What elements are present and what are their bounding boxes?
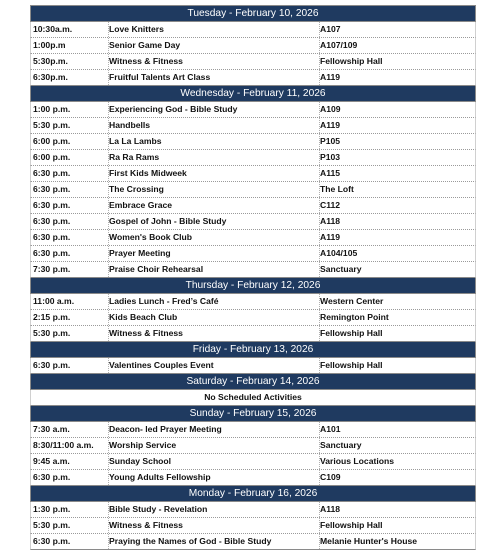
event-location: Sanctuary	[320, 264, 362, 274]
day-section	[30, 406, 476, 486]
event-time: 6:30 p.m.	[31, 470, 109, 485]
event-location: A107	[320, 24, 341, 34]
day-header: Thursday - February 12, 2026	[30, 278, 476, 294]
event-row	[30, 454, 476, 470]
event-time: 11:00 a.m.	[31, 294, 109, 309]
event-location: A104/105	[320, 248, 358, 258]
event-time: 1:00 p.m.	[31, 102, 109, 117]
event-title: Deacon- led Prayer Meeting	[109, 422, 320, 437]
event-title: Praise Choir Rehearsal	[109, 262, 320, 277]
event-time: 5:30 p.m.	[31, 518, 109, 533]
event-location: P105	[320, 136, 341, 146]
event-title: First Kids Midweek	[109, 166, 320, 181]
day-section	[30, 342, 476, 374]
day-section	[30, 6, 476, 86]
event-time: 6:30 p.m.	[31, 358, 109, 373]
event-location: P103	[320, 152, 341, 162]
event-time: 6:30 p.m.	[31, 230, 109, 245]
event-title: Love Knitters	[109, 22, 320, 37]
event-title: Prayer Meeting	[109, 246, 320, 261]
event-row	[30, 134, 476, 150]
day-header: Sunday - February 15, 2026	[30, 406, 476, 422]
day-header: Wednesday - February 11, 2026	[30, 86, 476, 102]
event-title: Worship Service	[109, 438, 320, 453]
event-row	[30, 22, 476, 38]
day-section	[30, 278, 476, 342]
event-title: Witness & Fitness	[109, 54, 320, 69]
event-row	[30, 534, 476, 550]
event-title: Kids Beach Club	[109, 310, 320, 325]
event-row	[30, 150, 476, 166]
event-location: Fellowship Hall	[320, 360, 383, 370]
event-row	[30, 102, 476, 118]
event-time: 1:30 p.m.	[31, 502, 109, 517]
event-time: 10:30a.m.	[31, 22, 109, 37]
event-title: Handbells	[109, 118, 320, 133]
event-row	[30, 246, 476, 262]
event-title: Witness & Fitness	[109, 326, 320, 341]
event-row	[30, 326, 476, 342]
event-row	[30, 422, 476, 438]
event-title: Gospel of John - Bible Study	[109, 214, 320, 229]
event-row	[30, 118, 476, 134]
event-location: Sanctuary	[320, 440, 362, 450]
day-section	[30, 86, 476, 278]
event-time: 6:30p.m.	[31, 70, 109, 85]
event-time: 5:30 p.m.	[31, 326, 109, 341]
event-row	[30, 358, 476, 374]
day-header: Friday - February 13, 2026	[30, 342, 476, 358]
event-location: A119	[320, 120, 341, 130]
event-time: 5:30 p.m.	[31, 118, 109, 133]
event-title: Young Adults Fellowship	[109, 470, 320, 485]
event-row	[30, 518, 476, 534]
event-title: Sunday School	[109, 454, 320, 469]
event-time: 6:00 p.m.	[31, 150, 109, 165]
event-title: Experiencing God - Bible Study	[109, 102, 320, 117]
event-row	[30, 166, 476, 182]
event-row	[30, 54, 476, 70]
event-location: Melanie Hunter's House	[320, 536, 418, 546]
event-time: 5:30p.m.	[31, 54, 109, 69]
event-location: The Loft	[320, 184, 354, 194]
event-row	[30, 502, 476, 518]
event-location: Fellowship Hall	[320, 56, 383, 66]
event-location: A118	[320, 504, 341, 514]
event-title: Senior Game Day	[109, 38, 320, 53]
event-row	[30, 38, 476, 54]
event-row	[30, 70, 476, 86]
event-row	[30, 230, 476, 246]
day-header: Tuesday - February 10, 2026	[30, 6, 476, 22]
event-row	[30, 310, 476, 326]
event-location: A115	[320, 168, 341, 178]
weekly-schedule-table	[30, 5, 476, 550]
event-title: Embrace Grace	[109, 198, 320, 213]
event-row	[30, 438, 476, 454]
event-time: 2:15 p.m.	[31, 310, 109, 325]
event-location: Various Locations	[320, 456, 395, 466]
event-location: Fellowship Hall	[320, 328, 383, 338]
event-title: Ra Ra Rams	[109, 150, 320, 165]
event-title: Valentines Couples Event	[109, 358, 320, 373]
day-section	[30, 486, 476, 550]
event-time: 6:30 p.m.	[31, 166, 109, 181]
event-time: 7:30 a.m.	[31, 422, 109, 437]
event-title: La La Lambs	[109, 134, 320, 149]
event-time: 6:30 p.m.	[31, 246, 109, 261]
event-time: 9:45 a.m.	[31, 454, 109, 469]
event-time: 6:30 p.m.	[31, 182, 109, 197]
event-time: 6:30 p.m.	[31, 214, 109, 229]
event-title: The Crossing	[109, 182, 320, 197]
event-location: A118	[320, 216, 341, 226]
event-row	[30, 214, 476, 230]
event-location: A119	[320, 232, 341, 242]
day-section	[30, 374, 476, 406]
event-title: Ladies Lunch - Fred’s Café	[109, 294, 320, 309]
day-header: Monday - February 16, 2026	[30, 486, 476, 502]
event-time: 6:30 p.m.	[31, 534, 109, 549]
event-location: Remington Point	[320, 312, 389, 322]
event-title: Praying the Names of God - Bible Study	[109, 534, 320, 549]
event-location: A109	[320, 104, 341, 114]
event-row	[30, 294, 476, 310]
event-title: Bible Study - Revelation	[109, 502, 320, 517]
event-location: A107/109	[320, 40, 358, 50]
event-time: 1:00p.m	[31, 38, 109, 53]
event-row	[30, 470, 476, 486]
event-time: 6:30 p.m.	[31, 198, 109, 213]
event-location: Fellowship Hall	[320, 520, 383, 530]
event-location: Western Center	[320, 296, 384, 306]
event-row	[30, 262, 476, 278]
event-location: A119	[320, 72, 341, 82]
day-header: Saturday - February 14, 2026	[30, 374, 476, 390]
event-title: Women's Book Club	[109, 230, 320, 245]
event-time: 6:00 p.m.	[31, 134, 109, 149]
event-time: 8:30/11:00 a.m.	[31, 438, 109, 453]
event-title: Fruitful Talents Art Class	[109, 70, 320, 85]
event-row	[30, 182, 476, 198]
no-activities-note: No Scheduled Activities	[30, 390, 476, 406]
event-title: Witness & Fitness	[109, 518, 320, 533]
event-row	[30, 198, 476, 214]
event-time: 7:30 p.m.	[31, 262, 109, 277]
event-location: C112	[320, 200, 341, 210]
event-location: A101	[320, 424, 341, 434]
event-location: C109	[320, 472, 341, 482]
